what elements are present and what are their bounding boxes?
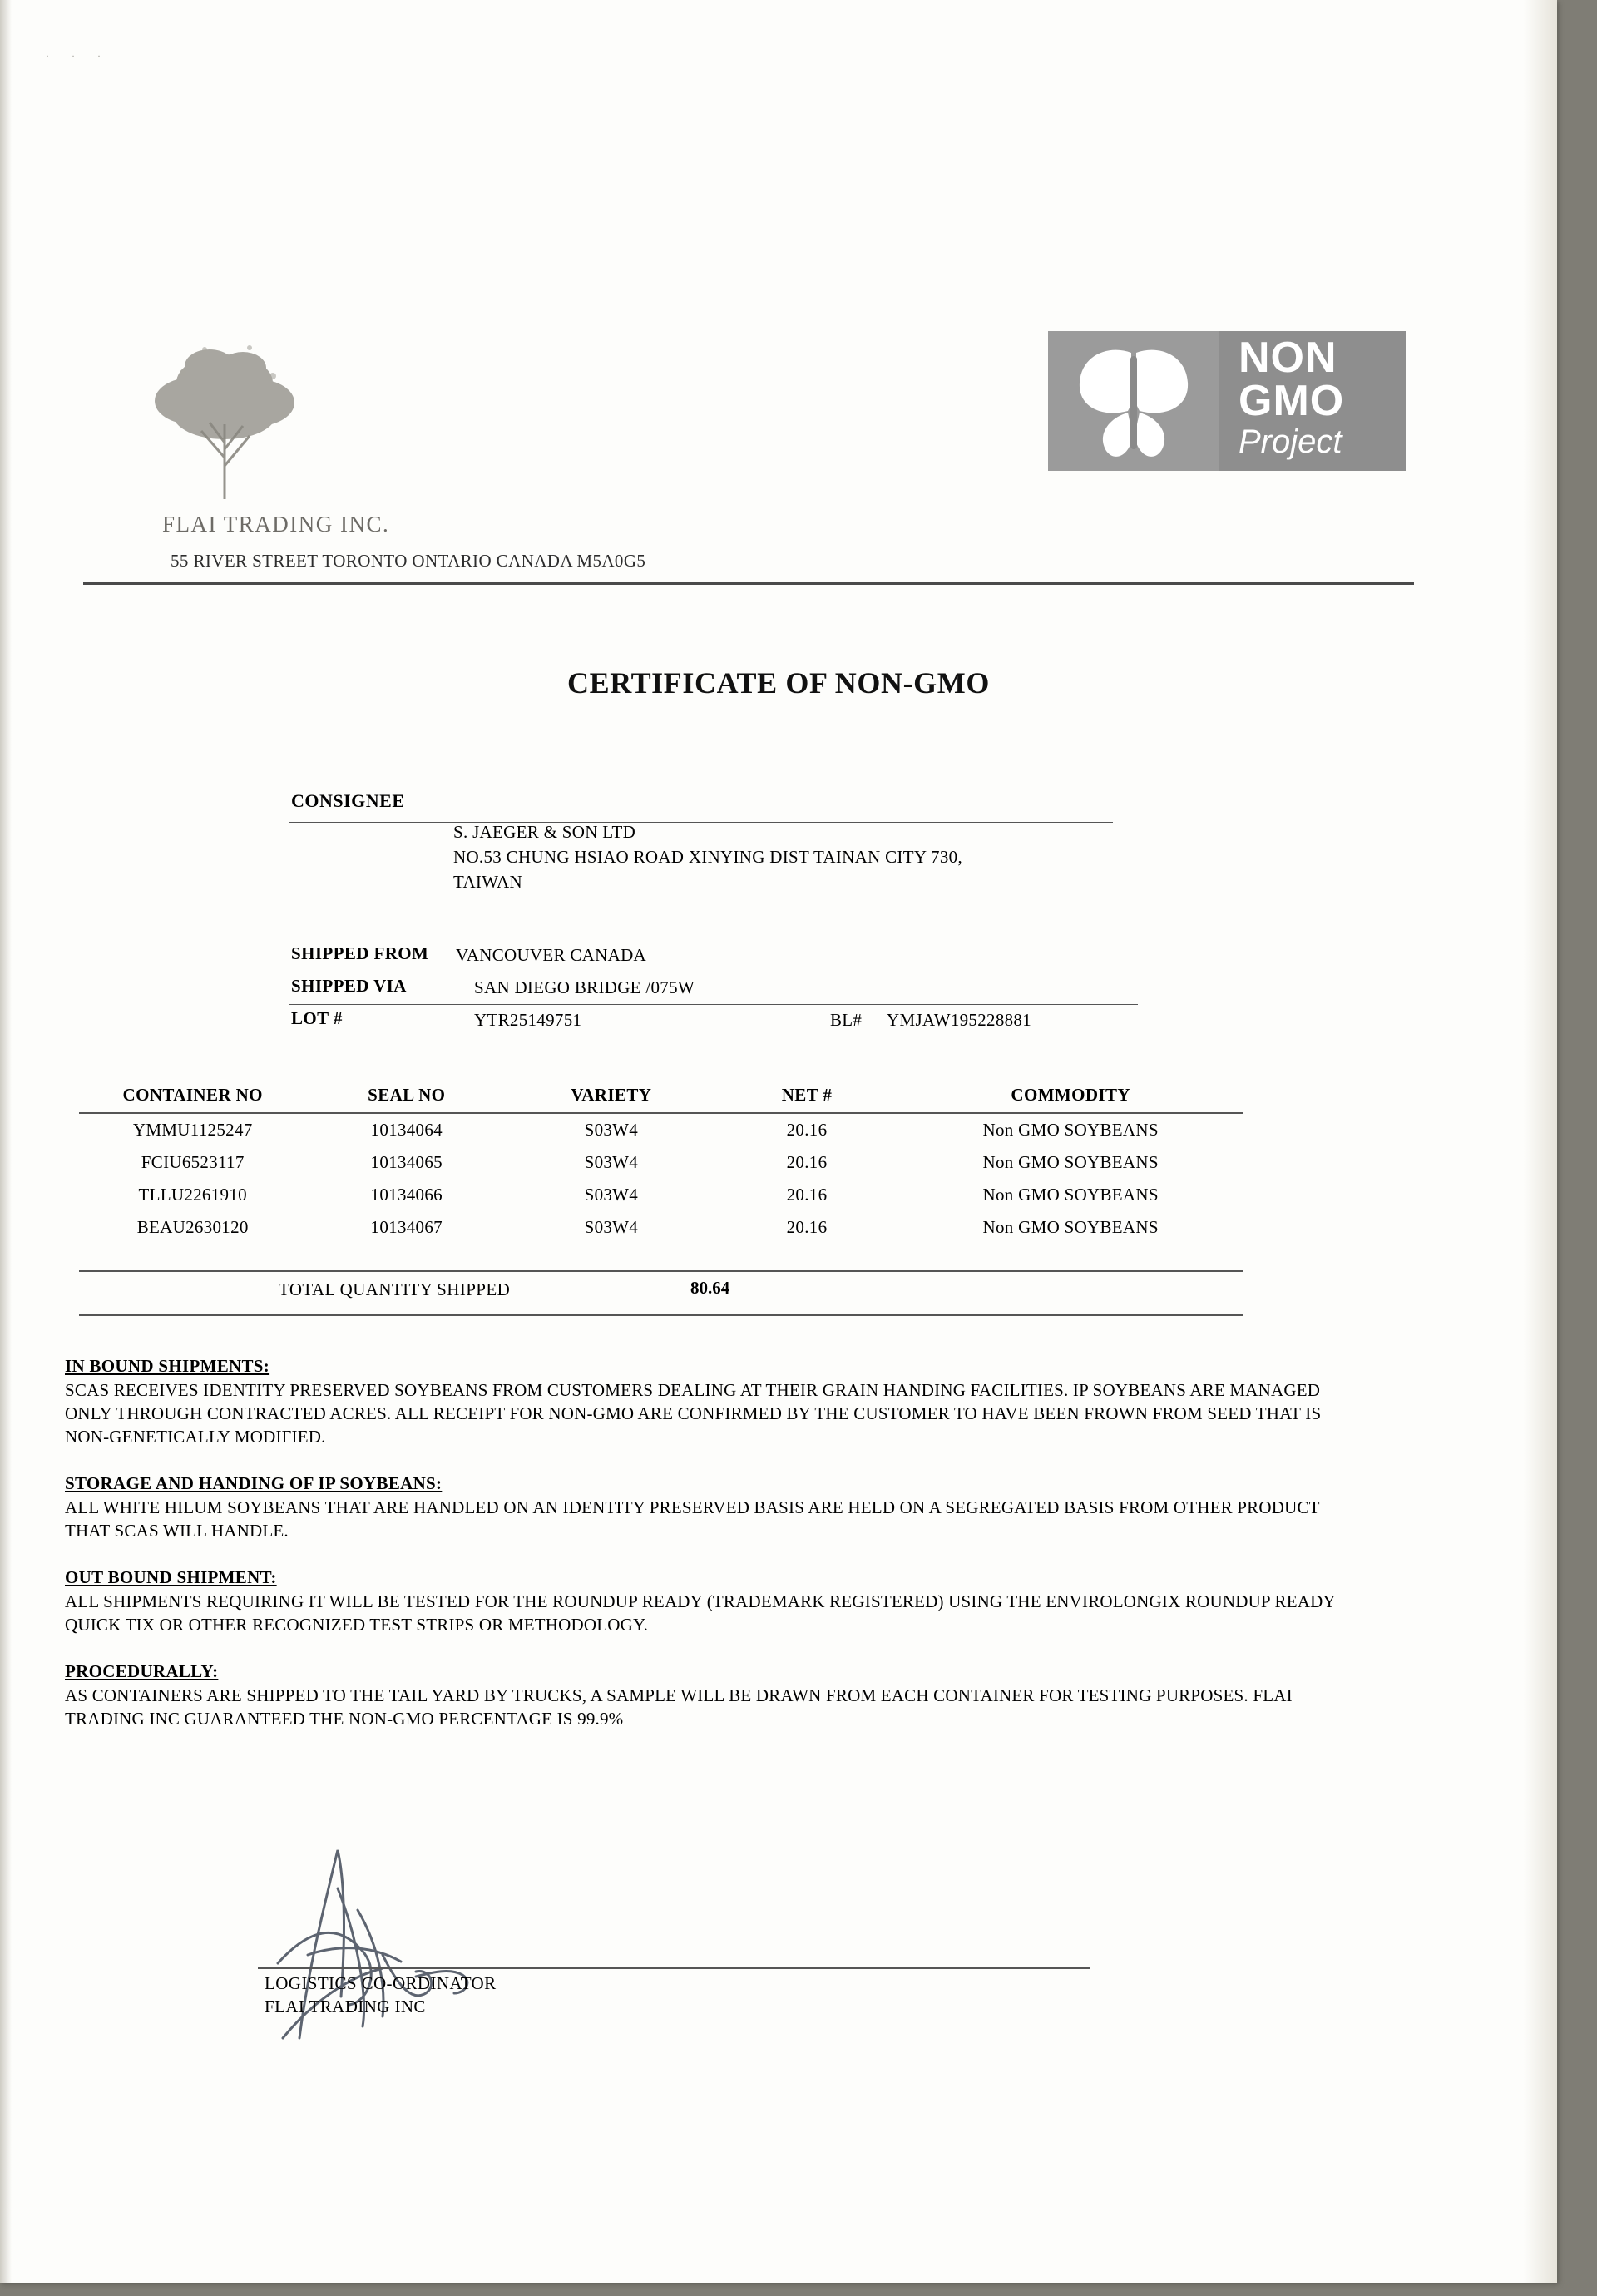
shipping-info-block (289, 940, 1138, 1037)
cell-commodity: Non GMO SOYBEANS (982, 1120, 1159, 1140)
bl-label: BL# (830, 1010, 863, 1030)
consignee-details (453, 819, 962, 894)
column-header-variety: VARIETY (507, 1081, 716, 1113)
cell-net: 20.16 (786, 1185, 828, 1205)
shipped-from-value: VANCOUVER CANADA (456, 945, 647, 965)
cell-net: 20.16 (786, 1120, 828, 1140)
consignee-address-line-2: TAIWAN (453, 872, 522, 892)
cell-net: 20.16 (786, 1217, 828, 1237)
signature-company: FLAI TRADING INC (265, 1997, 426, 2016)
badge-text-box (1219, 331, 1406, 471)
consignee-label: CONSIGNEE (291, 790, 405, 811)
cell-seal-no: 10134065 (370, 1152, 443, 1172)
lot-row (289, 1005, 1138, 1037)
section-storage-and-handing (65, 1473, 1362, 1542)
cell-variety: S03W4 (584, 1120, 639, 1140)
cell-commodity: Non GMO SOYBEANS (982, 1185, 1159, 1205)
lot-label: LOT # (291, 1008, 343, 1028)
signature-divider (258, 1967, 1090, 1969)
company-name: FLAI TRADING INC. (162, 512, 390, 537)
section-heading: PROCEDURALLY: (65, 1661, 219, 1681)
section-body: ALL WHITE HILUM SOYBEANS THAT ARE HANDLED ON AN IDENTITY PRESERVED BASIS ARE HELD ON A SEGREGATED BASIS FROM OTHER PRODUCT THAT SCAS WILL HANDLE. (65, 1497, 1320, 1541)
table-header-row (79, 1081, 1243, 1113)
consignee-address-line-1: NO.53 CHUNG HSIAO ROAD XINYING DIST TAINAN CITY 730, (453, 847, 963, 867)
tree-logo-icon (133, 333, 316, 507)
table-row (79, 1179, 1243, 1211)
section-heading: IN BOUND SHIPMENTS: (65, 1356, 270, 1376)
cell-variety: S03W4 (584, 1152, 639, 1172)
scan-speckles: · · · (46, 50, 111, 62)
cell-container-no: BEAU2630120 (136, 1217, 249, 1237)
shipped-via-label: SHIPPED VIA (291, 976, 407, 996)
cell-net: 20.16 (786, 1152, 828, 1172)
section-out-bound-shipment (65, 1567, 1362, 1636)
section-heading: OUT BOUND SHIPMENT: (65, 1567, 277, 1587)
shipped-from-row (289, 940, 1138, 972)
non-gmo-project-badge (1048, 324, 1406, 478)
cell-seal-no: 10134064 (370, 1120, 443, 1140)
section-in-bound-shipments (65, 1356, 1362, 1448)
badge-line-project: Project (1239, 423, 1342, 460)
table-row (79, 1211, 1243, 1248)
table-total-divider-bottom (79, 1314, 1243, 1316)
column-header-commodity: COMMODITY (897, 1081, 1243, 1113)
table-row (79, 1146, 1243, 1179)
cell-commodity: Non GMO SOYBEANS (982, 1217, 1159, 1237)
cell-container-no: TLLU2261910 (138, 1185, 247, 1205)
badge-line-gmo: GMO (1239, 377, 1345, 425)
page-title: CERTIFICATE OF NON-GMO (567, 666, 990, 700)
cell-container-no: FCIU6523117 (141, 1152, 245, 1172)
column-header-container-no: CONTAINER NO (79, 1081, 306, 1113)
shipped-via-row (289, 972, 1138, 1005)
header-divider (83, 582, 1414, 585)
section-body: SCAS RECEIVES IDENTITY PRESERVED SOYBEANS FROM CUSTOMERS DEALING AT THEIR GRAIN HANDING FACILITIES. IP SOYBEANS ARE MANAGED ONLY THROUGH CONTRACTED ACRES. ALL RECEIPT FOR NON-GMO ARE CONFIRMED BY THE CUSTOMER TO HAVE BEEN FROWN FROM SEED THAT IS NON-GENETICALLY MODIFIED. (65, 1380, 1322, 1447)
badge-line-non: NON (1239, 334, 1337, 382)
section-body: AS CONTAINERS ARE SHIPPED TO THE TAIL YARD BY TRUCKS, A SAMPLE WILL BE DRAWN FROM EACH CONTAINER FOR TESTING PURPOSES. FLAI TRADING INC GUARANTEED THE NON-GMO PERCENTAGE IS 99.9% (65, 1685, 1293, 1729)
cell-commodity: Non GMO SOYBEANS (982, 1152, 1159, 1172)
cell-seal-no: 10134067 (370, 1217, 443, 1237)
signature-title: LOGISTICS CO-ORDINATOR (265, 1973, 497, 1993)
total-quantity-value: 80.64 (690, 1278, 730, 1298)
bl-value: YMJAW195228881 (887, 1010, 1032, 1030)
cell-container-no: YMMU1125247 (132, 1120, 253, 1140)
column-header-seal-no: SEAL NO (306, 1081, 507, 1113)
column-header-net: NET # (716, 1081, 898, 1113)
section-procedurally (65, 1661, 1362, 1730)
container-table (79, 1081, 1243, 1248)
cell-variety: S03W4 (584, 1217, 639, 1237)
butterfly-icon (1048, 331, 1219, 471)
section-body: ALL SHIPMENTS REQUIRING IT WILL BE TESTED FOR THE ROUNDUP READY (TRADEMARK REGISTERED) USING THE ENVIROLONGIX ROUNDUP READY QUICK TIX OR OTHER RECOGNIZED TEST STRIPS OR METHODOLOGY. (65, 1591, 1336, 1635)
table-total-divider-top (79, 1270, 1243, 1272)
shipped-via-value: SAN DIEGO BRIDGE /075W (474, 977, 695, 997)
consignee-name: S. JAEGER & SON LTD (453, 822, 636, 842)
section-heading: STORAGE AND HANDING OF IP SOYBEANS: (65, 1473, 443, 1493)
company-address: 55 RIVER STREET TORONTO ONTARIO CANADA M5A0G5 (171, 551, 646, 571)
cell-variety: S03W4 (584, 1185, 639, 1205)
lot-value: YTR25149751 (474, 1010, 582, 1030)
cell-seal-no: 10134066 (370, 1185, 443, 1205)
total-quantity-label: TOTAL QUANTITY SHIPPED (279, 1279, 511, 1299)
policy-sections (65, 1356, 1362, 1755)
shipped-from-label: SHIPPED FROM (291, 943, 429, 963)
table-row (79, 1113, 1243, 1146)
